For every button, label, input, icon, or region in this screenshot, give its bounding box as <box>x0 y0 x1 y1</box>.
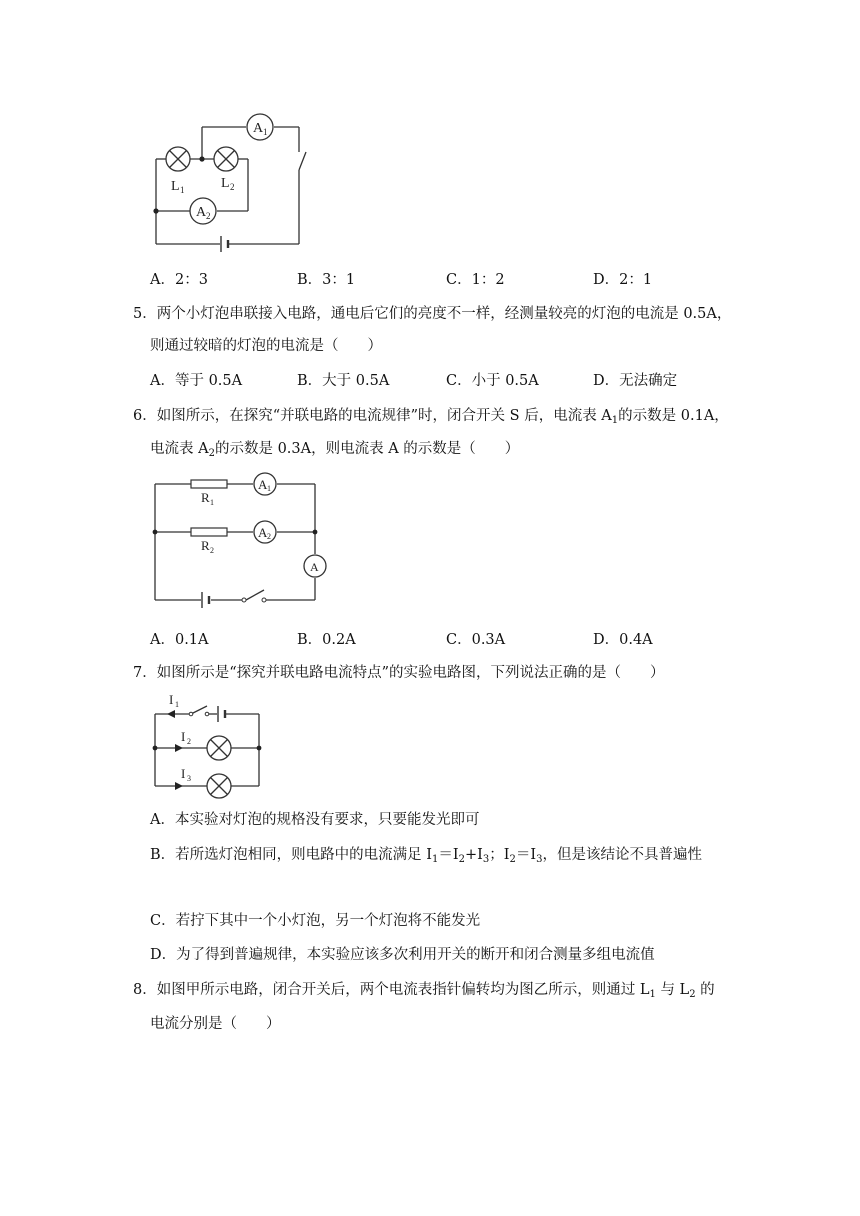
resistor-r2-icon <box>191 528 227 536</box>
q8-question-line-2: 电流分别是（ ） <box>150 1016 281 1032</box>
svg-text:A: A <box>258 525 268 540</box>
q6-option-b[interactable]: B．0.2A <box>297 632 356 648</box>
svg-text:L: L <box>171 179 180 194</box>
ammeter-a2-icon <box>190 198 216 224</box>
svg-text:2: 2 <box>206 211 211 221</box>
q6-option-a[interactable]: A．0.1A <box>150 632 209 648</box>
q6-option-d[interactable]: D．0.4A <box>593 632 653 648</box>
q6-circuit-diagram <box>145 470 335 610</box>
q5-option-d[interactable]: D．无法确定 <box>593 373 678 389</box>
q4-option-d[interactable]: D．2：1 <box>593 272 653 288</box>
resistor-r1-icon <box>191 480 227 488</box>
lamp-upper-icon <box>207 736 231 760</box>
q5-option-c[interactable]: C．小于 0.5A <box>446 373 539 389</box>
svg-text:1: 1 <box>263 127 268 137</box>
resistor-r2-label <box>201 538 214 555</box>
q5-question-line-1: 5．两个小灯泡串联接入电路，通电后它们的亮度不一样，经测量较亮的灯泡的电流是 0.5A， <box>133 306 732 322</box>
svg-text:A: A <box>310 560 319 574</box>
svg-text:R: R <box>201 490 210 505</box>
q7-option-d[interactable]: D．为了得到普遍规律，本实验应该多次利用开关的断开和闭合测量多组电流值 <box>150 947 655 963</box>
current-i2-label <box>181 729 191 746</box>
q6-option-c[interactable]: C．0.3A <box>446 632 506 648</box>
lamp-l2-label <box>221 176 235 192</box>
lamp-l1-icon <box>166 147 190 171</box>
q4-option-a[interactable]: A．2：3 <box>150 272 208 288</box>
ammeter-a1-icon <box>247 114 273 140</box>
q4-option-b[interactable]: B．3：1 <box>297 272 356 288</box>
svg-text:L: L <box>221 176 230 191</box>
q6-question-line-1: 6．如图所示，在探究“并联电路的电流规律”时，闭合开关 S 后，电流表 $A_1$的示数是 0.1A， <box>133 408 729 426</box>
svg-text:2: 2 <box>187 737 191 746</box>
q4-circuit-diagram <box>140 108 320 258</box>
svg-text:1: 1 <box>180 185 185 195</box>
svg-text:2: 2 <box>230 182 235 192</box>
q5-option-b[interactable]: B．大于 0.5A <box>297 373 390 389</box>
svg-text:2: 2 <box>267 532 271 541</box>
svg-text:A: A <box>258 477 268 492</box>
current-i1-label <box>169 692 179 709</box>
svg-text:I: I <box>181 766 186 781</box>
q7-circuit-diagram <box>145 690 270 800</box>
svg-text:1: 1 <box>210 498 214 507</box>
q7-question-line-1: 7．如图所示是“探究并联电路电流特点”的实验电路图，下列说法正确的是（ ） <box>133 665 665 681</box>
svg-text:I: I <box>181 729 186 744</box>
q7-option-b[interactable]: B．若所选灯泡相同，则电路中的电流满足 $I_1=I_2+I_3$；$I_2=I_3$，但是该结论不具普遍性 <box>150 847 702 865</box>
current-i3-label <box>181 766 191 783</box>
ammeter-a-icon <box>304 555 326 577</box>
q5-question-line-2: 则通过较暗的灯泡的电流是（ ） <box>150 338 382 354</box>
q7-option-a[interactable]: A．本实验对灯泡的规格没有要求，只要能发光即可 <box>150 812 480 828</box>
lamp-lower-icon <box>207 774 231 798</box>
lamp-l1-label <box>171 179 185 195</box>
svg-text:A: A <box>253 121 264 136</box>
svg-text:2: 2 <box>210 546 214 555</box>
q6-question-line-2: 电流表 $A_2$的示数是 0.3A，则电流表 A 的示数是（ ） <box>150 441 520 459</box>
svg-text:I: I <box>169 692 174 707</box>
svg-text:R: R <box>201 538 210 553</box>
resistor-r1-label <box>201 490 214 507</box>
q8-question-line-1: 8．如图甲所示电路，闭合开关后，两个电流表指针偏转均为图乙所示，则通过 $L_1$ 与 $L_2$ 的 <box>133 982 715 1000</box>
svg-text:A: A <box>196 205 207 220</box>
ammeter-a2-icon <box>254 521 276 543</box>
ammeter-a1-icon <box>254 473 276 495</box>
q4-option-c[interactable]: C．1：2 <box>446 272 505 288</box>
lamp-l2-icon <box>214 147 238 171</box>
q7-option-c[interactable]: C．若拧下其中一个小灯泡，另一个灯泡将不能发光 <box>150 913 481 929</box>
q5-option-a[interactable]: A．等于 0.5A <box>150 373 243 389</box>
svg-text:1: 1 <box>267 484 271 493</box>
svg-text:3: 3 <box>187 774 191 783</box>
svg-text:1: 1 <box>175 700 179 709</box>
